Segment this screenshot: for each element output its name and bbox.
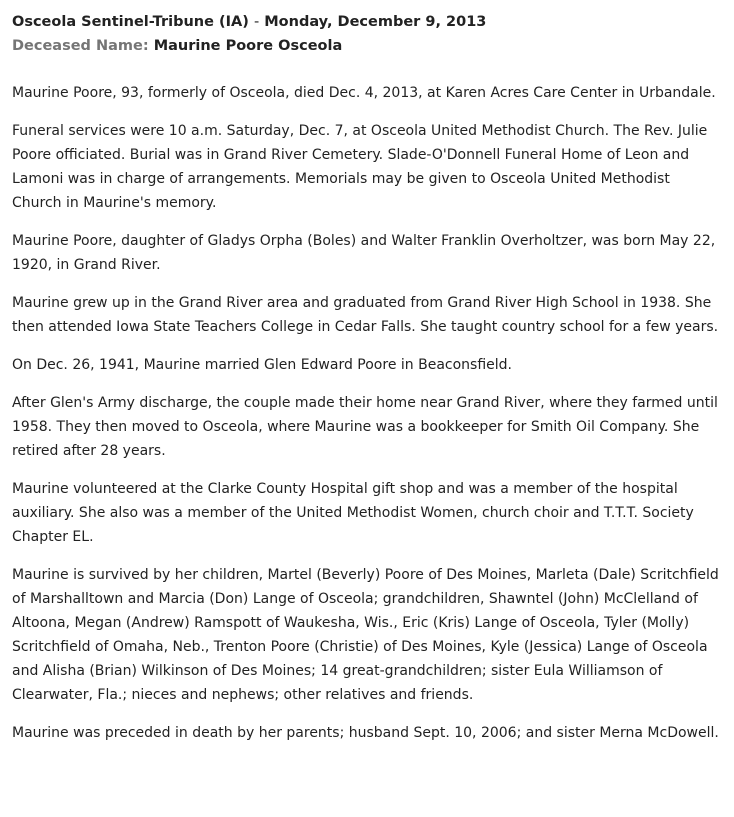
deceased-label: Deceased Name: bbox=[12, 38, 149, 54]
publication-date: Monday, December 9, 2013 bbox=[264, 14, 487, 30]
paragraph-birth: Maurine Poore, daughter of Gladys Orpha (Boles) and Walter Franklin Overholtzer, was born May 22, 1920, in Grand River. bbox=[12, 233, 716, 273]
paragraph-career: After Glen's Army discharge, the couple made their home near Grand River, where they farmed until 1958. They then moved to Osceola, where Maurine was a bookkeeper for Smith Oil Company. She retired after 28 years. bbox=[12, 395, 718, 459]
paragraph-funeral-services: Funeral services were 10 a.m. Saturday, Dec. 7, at Osceola United Methodist Church. The Rev. Julie Poore officiated. Burial was in Grand River Cemetery. Slade-O'Donnell Funeral Home of Leon and Lamoni was in charge of arrangements. Memorials may be given to Osceola United Methodist Church in Maurine's memory. bbox=[12, 123, 708, 211]
paragraph-death-notice: Maurine Poore, 93, formerly of Osceola, died Dec. 4, 2013, at Karen Acres Care Center in Urbandale. bbox=[12, 85, 716, 101]
paragraph-volunteering: Maurine volunteered at the Clarke County Hospital gift shop and was a member of the hospital auxiliary. She also was a member of the United Methodist Women, church choir and T.T.T. Society Chapter EL. bbox=[12, 481, 694, 545]
deceased-header bbox=[12, 34, 722, 58]
obituary-article bbox=[12, 81, 722, 745]
publication-name: Osceola Sentinel-Tribune (IA) bbox=[12, 14, 249, 30]
paragraph-education: Maurine grew up in the Grand River area and graduated from Grand River High School in 1938. She then attended Iowa State Teachers College in Cedar Falls. She taught country school for a few years. bbox=[12, 295, 719, 335]
paragraph-survivors: Maurine is survived by her children, Martel (Beverly) Poore of Des Moines, Marleta (Dale) Scritchfield of Marshalltown and Marcia (Don) Lange of Osceola; grandchildren, Shawntel (John) McClelland of Altoona, Megan (Andrew) Ramspott of Waukesha, Wis., Eric (Kris) Lange of Osceola, Tyler (Molly) Scritchfield of Omaha, Neb., Trenton Poore (Christie) of Des Moines, Kyle (Jessica) Lange of Osceola and Alisha (Brian) Wilkinson of Des Moines; 14 great-grandchildren; sister Eula Williamson of Clearwater, Fla.; nieces and nephews; other relatives and friends. bbox=[12, 567, 719, 703]
publication-header bbox=[12, 10, 722, 34]
deceased-name: Maurine Poore Osceola bbox=[153, 38, 343, 54]
paragraph-preceded: Maurine was preceded in death by her parents; husband Sept. 10, 2006; and sister Merna McDowell. bbox=[12, 725, 719, 741]
header-separator: - bbox=[253, 14, 260, 30]
paragraph-marriage: On Dec. 26, 1941, Maurine married Glen Edward Poore in Beaconsfield. bbox=[12, 357, 512, 373]
